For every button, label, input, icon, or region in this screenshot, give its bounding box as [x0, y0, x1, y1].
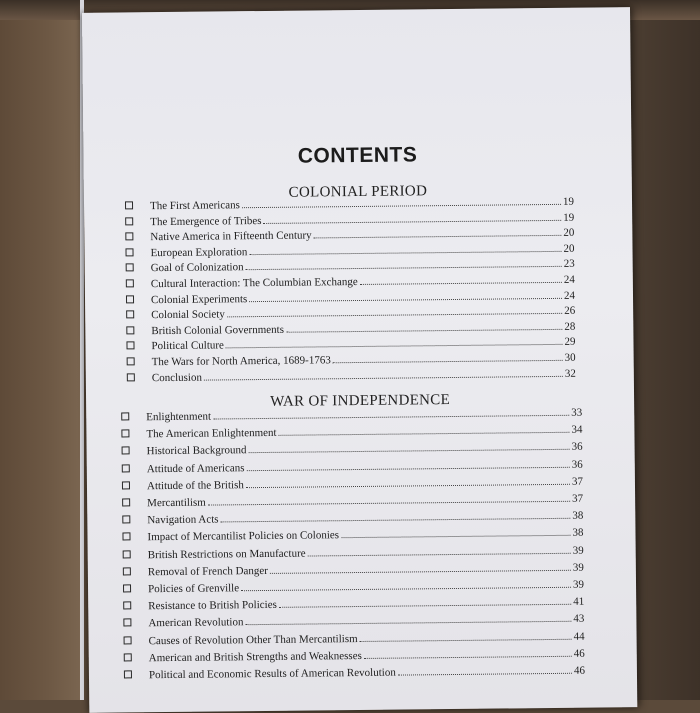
toc-entry-label: British Colonial Governments — [151, 323, 285, 337]
dot-leader — [221, 518, 571, 523]
toc-entry-page: 30 — [564, 351, 576, 364]
checkbox-bullet-icon — [124, 636, 132, 644]
toc-entry — [152, 363, 576, 383]
dot-leader — [279, 432, 570, 436]
toc-entry-label: British Restrictions on Manufacture — [147, 547, 306, 561]
checkbox-bullet-icon — [126, 326, 134, 334]
toc-entry-page: 38 — [572, 509, 584, 522]
dot-leader — [241, 587, 571, 591]
checkbox-bullet-icon — [123, 567, 131, 575]
toc-entry-label: Policies of Grenville — [147, 582, 240, 596]
dot-leader — [208, 501, 570, 506]
toc-entry-page: 20 — [563, 242, 575, 255]
checkbox-bullet-icon — [127, 373, 135, 381]
checkbox-bullet-icon — [126, 264, 134, 272]
toc-entry-page: 23 — [563, 258, 575, 271]
toc-entry-label: Colonial Experiments — [150, 292, 248, 306]
toc-entry-label: Political Culture — [151, 339, 224, 353]
dot-leader — [341, 535, 570, 538]
toc-entry-label: Political and Economic Results of American Revolution — [148, 666, 396, 682]
page-title: CONTENTS — [297, 143, 418, 168]
dot-leader — [279, 604, 571, 608]
dot-leader — [398, 673, 572, 676]
dot-leader — [247, 466, 570, 470]
toc-entry-label: The First Americans — [149, 199, 240, 213]
toc-entry-label: Colonial Society — [151, 308, 225, 322]
toc-entry-page: 36 — [571, 458, 583, 471]
background-table-left — [0, 0, 80, 700]
dot-leader — [246, 484, 570, 488]
toc-entry-label: Conclusion — [151, 371, 203, 384]
checkbox-bullet-icon — [126, 295, 134, 303]
dot-leader — [249, 449, 570, 453]
section-heading-war-of-independence: WAR OF INDEPENDENCE — [270, 392, 451, 410]
toc-entry-label: Goal of Colonization — [150, 261, 244, 275]
toc-entry-label: European Exploration — [150, 245, 248, 259]
dot-leader — [360, 282, 562, 285]
toc-entry-page: 36 — [571, 441, 583, 454]
dot-leader — [308, 552, 571, 556]
toc-entry-page: 39 — [572, 561, 584, 574]
toc-entry-label: Enlightenment — [146, 410, 212, 424]
toc-entry — [149, 661, 585, 682]
contents-page — [82, 7, 637, 713]
toc-entry-label: The American Enlightenment — [146, 427, 277, 441]
toc-entry-page: 24 — [563, 273, 575, 286]
checkbox-bullet-icon — [127, 357, 135, 365]
toc-entry-page: 41 — [573, 595, 585, 608]
section-heading-colonial-period: COLONIAL PERIOD — [288, 183, 428, 201]
toc-entry-page: 46 — [573, 664, 585, 677]
checkbox-bullet-icon — [123, 602, 131, 610]
checkbox-bullet-icon — [123, 619, 131, 627]
toc-entry-page: 32 — [564, 367, 576, 380]
toc-entry-label: Attitude of Americans — [146, 461, 245, 475]
toc-entry-label: The Emergence of Tribes — [150, 214, 262, 228]
toc-entry-label: Resistance to British Policies — [148, 599, 277, 613]
toc-entry-page: 37 — [572, 492, 584, 505]
toc-entry-label: The Wars for North America, 1689-1763 — [151, 354, 331, 369]
checkbox-bullet-icon — [123, 584, 131, 592]
checkbox-bullet-icon — [126, 311, 134, 319]
toc-entry-label: Attitude of the British — [146, 478, 244, 493]
toc-entry-page: 19 — [562, 195, 575, 208]
checkbox-bullet-icon — [122, 516, 130, 524]
toc-entry-label: Cultural Interaction: The Columbian Exchange — [150, 275, 358, 291]
toc-entry-page: 28 — [564, 320, 576, 333]
dot-leader — [204, 375, 563, 380]
checkbox-bullet-icon — [121, 412, 129, 420]
checkbox-bullet-icon — [126, 279, 134, 287]
toc-entry-label: American and British Strengths and Weaknesses — [148, 649, 362, 665]
toc-entry-page: 20 — [563, 226, 575, 240]
checkbox-bullet-icon — [122, 481, 130, 489]
checkbox-bullet-icon — [125, 217, 133, 225]
toc-entry-page: 43 — [573, 613, 585, 626]
checkbox-bullet-icon — [122, 447, 130, 455]
checkbox-bullet-icon — [125, 233, 133, 241]
toc-entry-page: 44 — [573, 630, 585, 643]
toc-entry-label: Impact of Mercantilist Policies on Colonies — [147, 529, 340, 544]
checkbox-bullet-icon — [124, 670, 132, 678]
checkbox-bullet-icon — [121, 430, 129, 438]
toc-entry-page: 33 — [571, 406, 583, 419]
toc-entry-page: 26 — [564, 304, 576, 318]
checkbox-bullet-icon — [123, 550, 131, 558]
toc-entry-label: Native America in Fifteenth Century — [150, 229, 312, 244]
toc-entry-label: Causes of Revolution Other Than Mercantilism — [148, 632, 358, 647]
toc-entry-page: 38 — [572, 527, 584, 540]
toc-entry-page: 39 — [572, 578, 585, 591]
toc-entry-page: 37 — [571, 475, 584, 488]
dot-leader — [270, 570, 571, 574]
checkbox-bullet-icon — [122, 533, 130, 541]
checkbox-bullet-icon — [126, 342, 134, 350]
toc-entry-label: Historical Background — [146, 444, 247, 458]
checkbox-bullet-icon — [122, 464, 130, 472]
toc-entry-label: Removal of French Danger — [147, 564, 268, 579]
checkbox-bullet-icon — [125, 201, 133, 209]
dot-leader — [333, 360, 563, 363]
checkbox-bullet-icon — [124, 653, 132, 661]
dot-leader — [364, 656, 572, 659]
toc-entry-label: Navigation Acts — [147, 513, 219, 527]
dot-leader — [245, 621, 571, 625]
checkbox-bullet-icon — [125, 248, 133, 256]
toc-entry-page: 39 — [572, 544, 584, 557]
toc-entry-page: 46 — [573, 647, 585, 660]
toc-entry-page: 24 — [563, 289, 576, 302]
toc-entry-page: 29 — [564, 336, 576, 349]
dot-leader — [213, 415, 569, 420]
dot-leader — [360, 638, 572, 641]
toc-entry-page: 19 — [563, 211, 575, 224]
checkbox-bullet-icon — [122, 498, 130, 506]
toc-entry-label: Mercantilism — [147, 496, 206, 510]
toc-entry-label: American Revolution — [148, 616, 244, 630]
toc-entry-page: 34 — [571, 423, 583, 436]
